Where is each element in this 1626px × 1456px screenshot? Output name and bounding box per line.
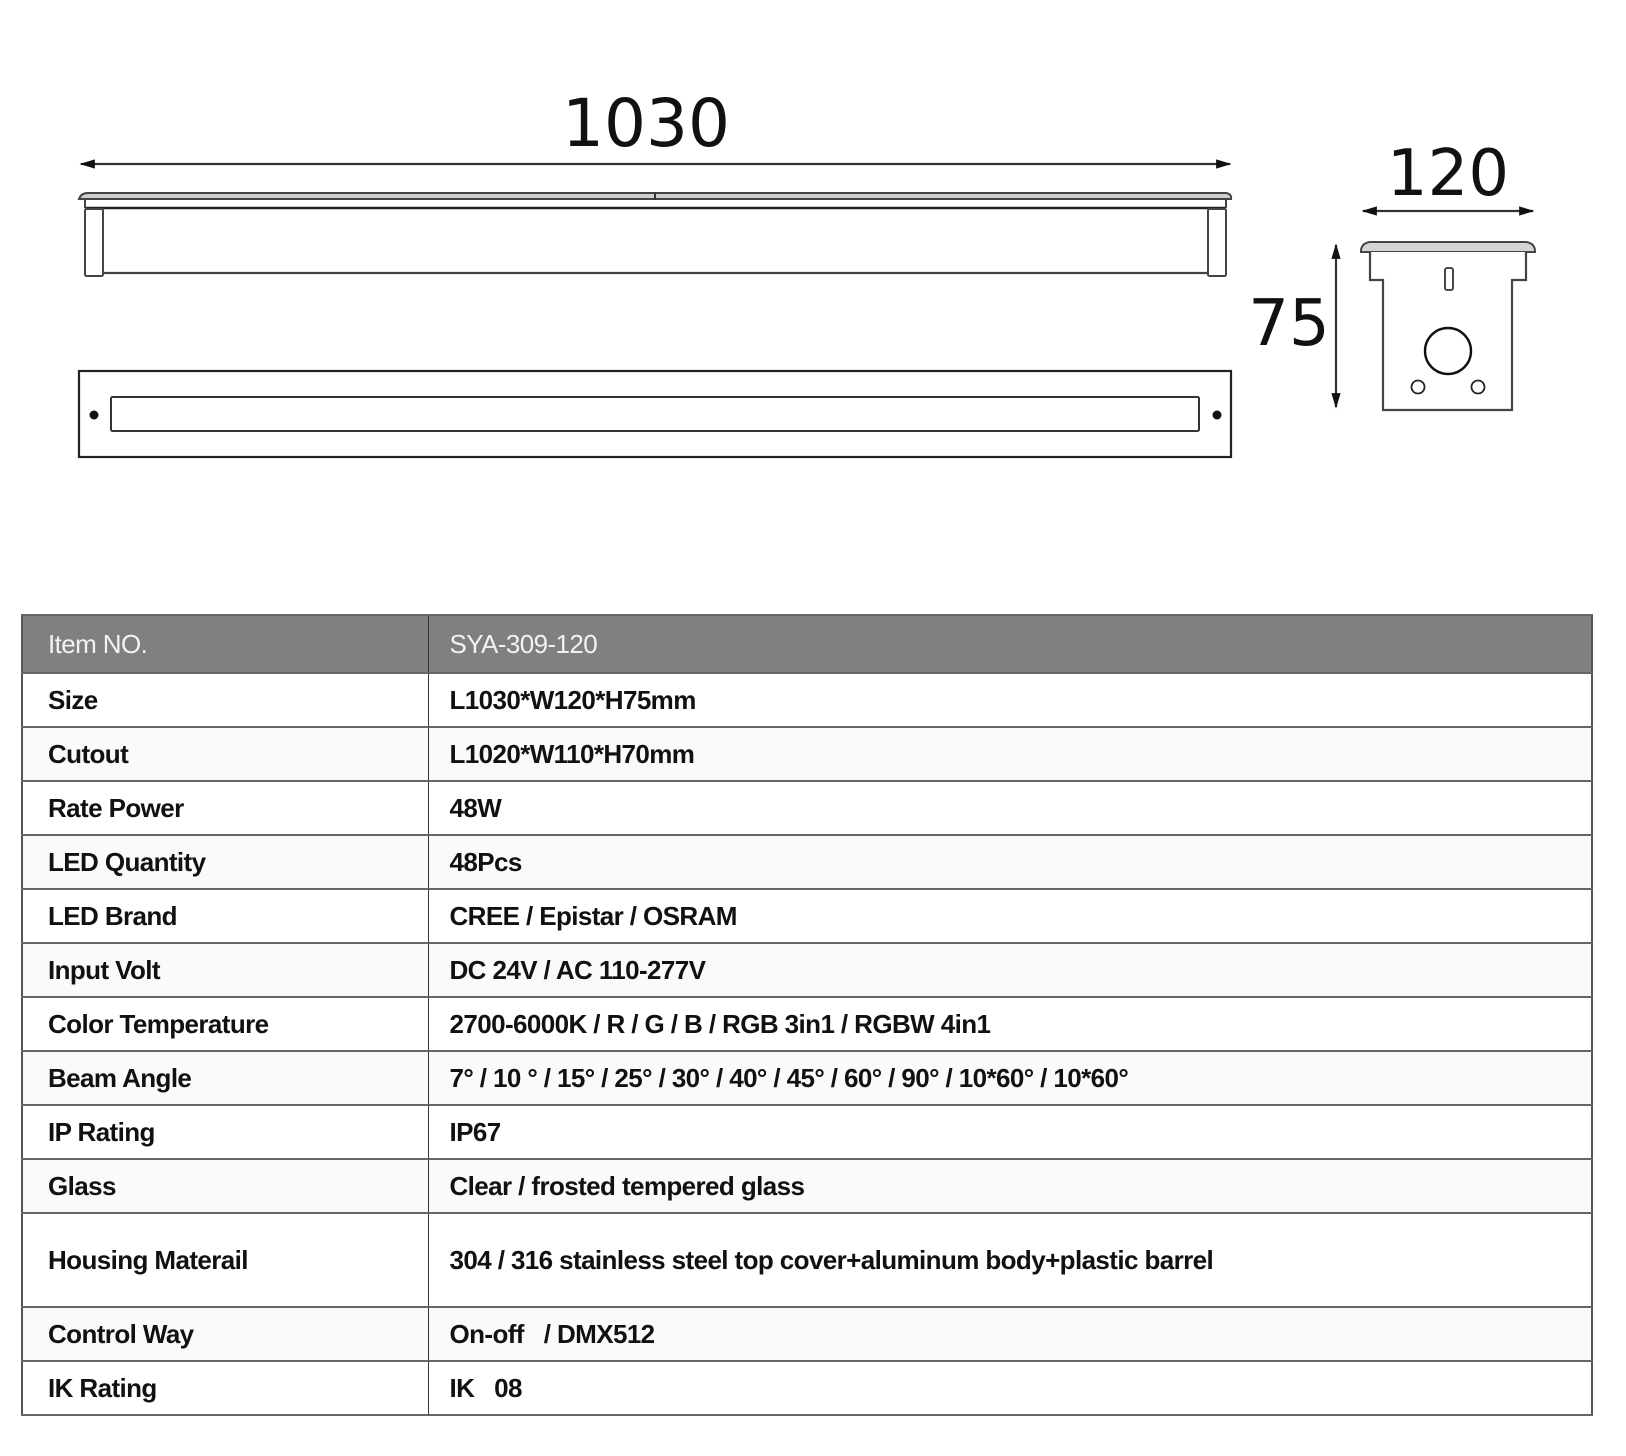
spec-label-cell: Control Way xyxy=(22,1307,428,1361)
spec-value-cell: L1030*W120*H75mm xyxy=(428,673,1592,727)
front-view xyxy=(79,85,1231,276)
table-row xyxy=(22,889,1592,943)
spec-value-cell: 304 / 316 stainless steel top cover+aluminum body+plastic barrel xyxy=(428,1213,1592,1307)
spec-label-cell: Size xyxy=(22,673,428,727)
mount-hole-left xyxy=(1412,381,1425,394)
top-view xyxy=(79,371,1231,457)
spec-value-cell: 48W xyxy=(428,781,1592,835)
spec-value-cell: On-off / DMX512 xyxy=(428,1307,1592,1361)
spec-value-cell: IP67 xyxy=(428,1105,1592,1159)
table-row xyxy=(22,1361,1592,1415)
table-row xyxy=(22,673,1592,727)
spec-label-cell: Beam Angle xyxy=(22,1051,428,1105)
header-value-cell: SYA-309-120 xyxy=(428,615,1592,673)
height-dimension-label: 75 xyxy=(1248,287,1330,361)
side-view xyxy=(1248,137,1535,410)
table-row xyxy=(22,1105,1592,1159)
spec-label-cell: Color Temperature xyxy=(22,997,428,1051)
spec-label-cell: LED Quantity xyxy=(22,835,428,889)
left-screw-dot xyxy=(90,411,99,420)
spec-label-cell: IP Rating xyxy=(22,1105,428,1159)
right-end-cap xyxy=(1208,209,1226,276)
spec-value-cell: Clear / frosted tempered glass xyxy=(428,1159,1592,1213)
spec-value-cell: IK 08 xyxy=(428,1361,1592,1415)
table-row xyxy=(22,1213,1592,1307)
table-row xyxy=(22,1159,1592,1213)
right-screw-dot xyxy=(1213,411,1222,420)
table-row xyxy=(22,997,1592,1051)
left-end-cap xyxy=(85,209,103,276)
length-dimension-label: 1030 xyxy=(562,85,730,162)
cable-entry-hole xyxy=(1425,328,1471,374)
light-slot xyxy=(111,397,1199,431)
spec-value-cell: CREE / Epistar / OSRAM xyxy=(428,889,1592,943)
spec-value-cell: DC 24V / AC 110-277V xyxy=(428,943,1592,997)
header-label-cell: Item NO. xyxy=(22,615,428,673)
spec-value-cell: L1020*W110*H70mm xyxy=(428,727,1592,781)
side-top-cap xyxy=(1361,242,1535,252)
table-row xyxy=(22,781,1592,835)
table-row xyxy=(22,835,1592,889)
spec-label-cell: Glass xyxy=(22,1159,428,1213)
table-row xyxy=(22,1051,1592,1105)
table-row xyxy=(22,727,1592,781)
table-row xyxy=(22,943,1592,997)
spec-label-cell: Housing Materail xyxy=(22,1213,428,1307)
spec-label-cell: Cutout xyxy=(22,727,428,781)
spec-value-cell: 7° / 10 ° / 15° / 25° / 30° / 40° / 45° / 60° / 90° / 10*60° / 10*60° xyxy=(428,1051,1592,1105)
spec-label-cell: IK Rating xyxy=(22,1361,428,1415)
spec-value-cell: 48Pcs xyxy=(428,835,1592,889)
spec-label-cell: Rate Power xyxy=(22,781,428,835)
table-row xyxy=(22,1307,1592,1361)
spec-value-cell: 2700-6000K / R / G / B / RGB 3in1 / RGBW 4in1 xyxy=(428,997,1592,1051)
spec-label-cell: LED Brand xyxy=(22,889,428,943)
table-header-row xyxy=(22,615,1592,673)
specification-table xyxy=(21,614,1593,1416)
width-dimension-label: 120 xyxy=(1386,137,1510,211)
mount-hole-right xyxy=(1472,381,1485,394)
technical-drawing xyxy=(0,0,1626,500)
spec-label-cell: Input Volt xyxy=(22,943,428,997)
side-slot xyxy=(1445,268,1453,290)
